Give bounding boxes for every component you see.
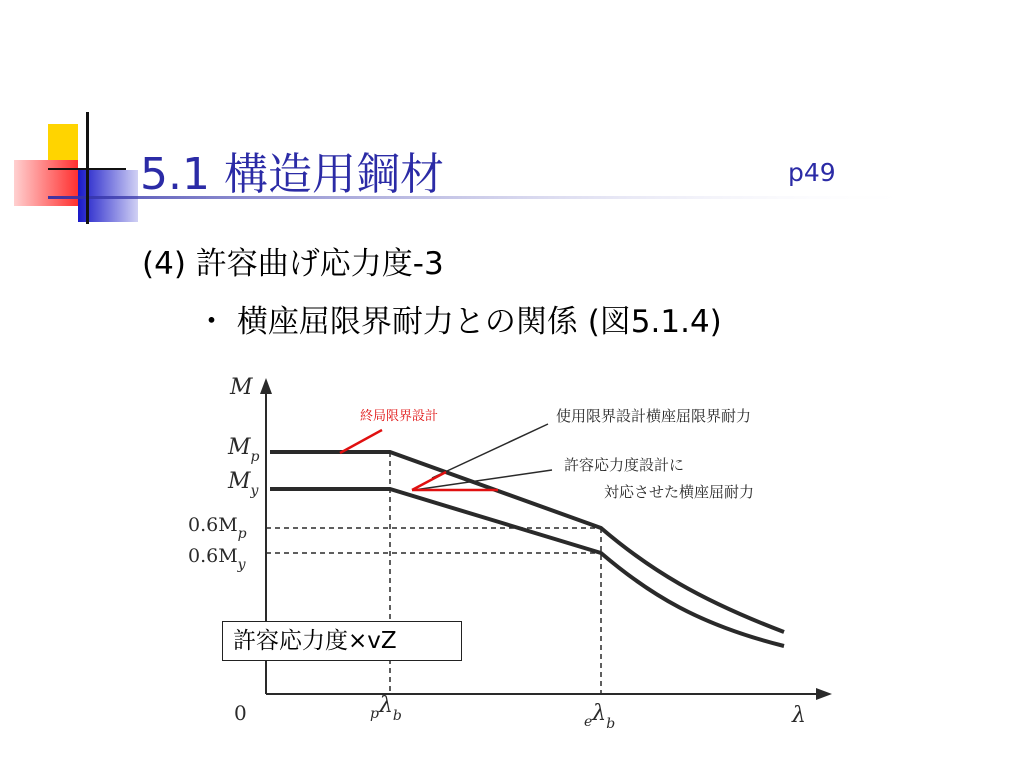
y-axis-label: M: [230, 375, 253, 400]
bullet-item: ・ 横座屈限界耐力との関係 (図5.1.4): [196, 304, 722, 340]
service-annotation: 使用限界設計横座屈限界耐力: [556, 407, 752, 425]
lambda-e-label: [584, 701, 615, 732]
my06-label-main: 0.6M: [188, 545, 238, 567]
lambda-p-sub: b: [392, 708, 402, 724]
mp-label-main: M: [228, 435, 251, 460]
allowable-annotation-line1: 許容応力度設計に: [564, 456, 685, 474]
mp06-label-main: 0.6M: [188, 514, 238, 536]
page-reference: p49: [788, 158, 836, 187]
allowable-annotation-line2: 対応させた横座屈耐力: [604, 483, 755, 501]
x-axis-label: λ: [792, 703, 806, 728]
mp-label-sub: p: [250, 449, 260, 465]
mp-label: [227, 435, 260, 465]
service-leader: [432, 424, 548, 478]
lambda-p-main: λ: [378, 693, 393, 718]
origin-label: 0: [234, 701, 247, 725]
lambda-e-main: λ: [592, 701, 607, 726]
lambda-p-pre: p: [370, 706, 379, 722]
mp06-label-sub: p: [237, 526, 247, 542]
lambda-e-pre: e: [584, 714, 593, 730]
slide-title: 5.1 構造用鋼材: [140, 149, 444, 200]
my-label-main: M: [228, 469, 251, 494]
section-heading: (4) 許容曲げ応力度-3: [142, 246, 444, 282]
my-label: [227, 469, 260, 499]
my06-label: [188, 545, 247, 573]
allowable-moment-note: 許容応力度×vZ: [222, 621, 462, 661]
y-axis-arrow: [260, 378, 272, 394]
ultimate-leader: [340, 430, 382, 453]
mp06-label: [188, 514, 247, 542]
service-limit-curve: [270, 452, 784, 632]
lambda-e-sub: b: [606, 716, 616, 732]
x-axis-arrow: [816, 688, 832, 700]
my06-label-sub: y: [237, 557, 246, 573]
lambda-p-label: [370, 693, 402, 724]
ultimate-annotation: 終局限界設計: [360, 409, 439, 424]
my-label-sub: y: [250, 483, 259, 499]
